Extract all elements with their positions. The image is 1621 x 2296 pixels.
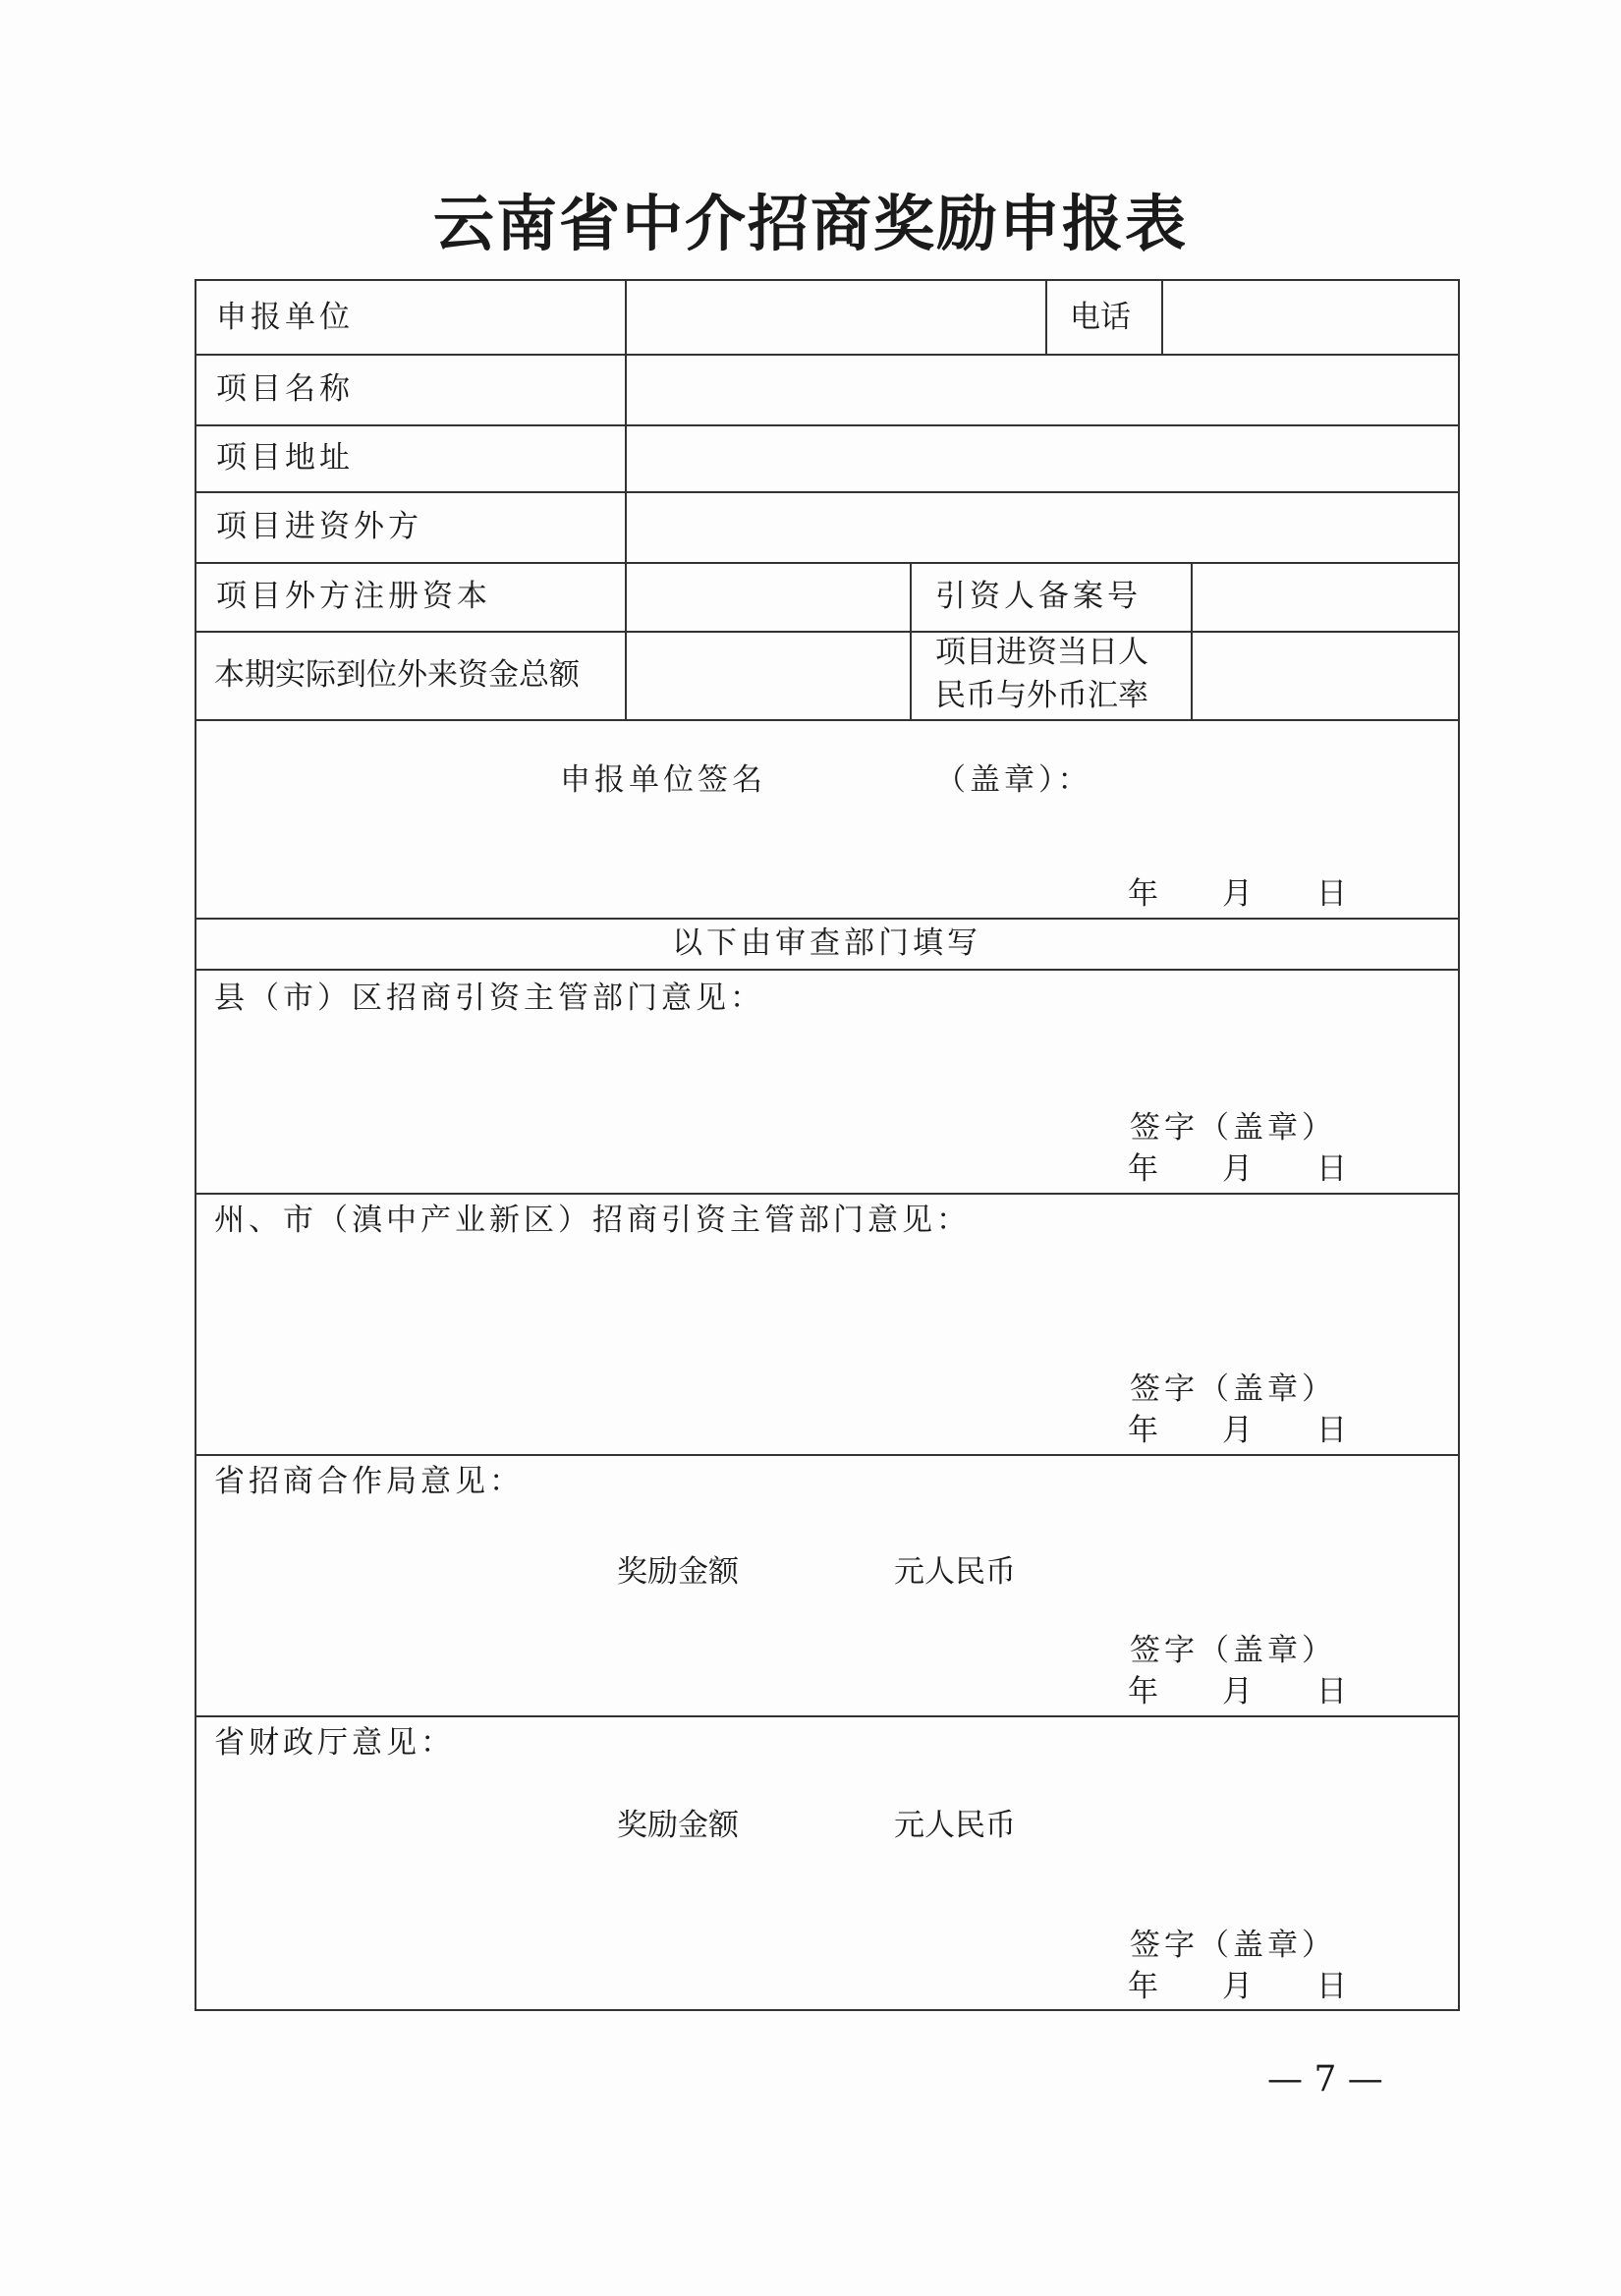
date-year: 年 [1128, 876, 1158, 912]
application-form-table [195, 279, 1460, 2011]
date-day: 日 [1316, 1674, 1347, 1709]
county-opinion-label: 县（市）区招商引资主管部门意见： [214, 980, 764, 1016]
applicant-signature-label: 申报单位签名 [560, 762, 766, 798]
col-divider [1191, 562, 1193, 719]
date-month: 月 [1222, 1151, 1253, 1187]
exchange-rate-label-line1: 项目进资当日人 [935, 635, 1148, 670]
finance-dept-opinion-label: 省财政厅意见： [214, 1725, 455, 1761]
provincial-bureau-sign-label: 签字（盖章） [1130, 1633, 1336, 1668]
row-divider [196, 631, 1458, 633]
form-title: 云南省中介招商奖励申报表 [432, 188, 1188, 259]
row-divider [196, 1193, 1458, 1195]
exchange-rate-label-line2: 民币与外币汇率 [935, 678, 1148, 713]
page-number: — 7 — [1267, 2059, 1383, 2100]
foreign-registered-capital-label: 项目外方注册资本 [216, 579, 491, 614]
row-divider [196, 969, 1458, 971]
reward-amount-label: 奖励金额 [617, 1808, 739, 1843]
date-day: 日 [1316, 1969, 1347, 2004]
date-year: 年 [1128, 1674, 1158, 1709]
finance-dept-sign-label: 签字（盖章） [1130, 1928, 1336, 1963]
row-divider [196, 1715, 1458, 1717]
referrer-record-no-label: 引资人备案号 [935, 579, 1142, 614]
col-divider [1045, 281, 1047, 354]
county-sign-label: 签字（盖章） [1130, 1110, 1336, 1146]
date-month: 月 [1222, 876, 1253, 912]
provincial-bureau-opinion-label: 省招商合作局意见： [214, 1464, 524, 1499]
row-divider [196, 918, 1458, 920]
date-year: 年 [1128, 1151, 1158, 1187]
row-divider [196, 562, 1458, 564]
col-divider [625, 281, 627, 719]
project-name-label: 项目名称 [216, 371, 354, 407]
row-divider [196, 354, 1458, 356]
prefecture-sign-label: 签字（盖章） [1130, 1372, 1336, 1407]
reward-amount-label: 奖励金额 [617, 1554, 739, 1590]
row-divider [196, 491, 1458, 493]
date-month: 月 [1222, 1674, 1253, 1709]
date-year: 年 [1128, 1969, 1158, 2004]
col-divider [910, 562, 912, 719]
reward-unit-label: 元人民币 [894, 1808, 1016, 1843]
date-day: 日 [1316, 1413, 1347, 1448]
col-divider [1161, 281, 1163, 354]
actual-foreign-funds-label: 本期实际到位外来资金总额 [214, 657, 580, 693]
applicant-seal-label: （盖章）： [935, 762, 1092, 798]
reward-unit-label: 元人民币 [894, 1554, 1016, 1590]
date-day: 日 [1316, 876, 1347, 912]
date-day: 日 [1316, 1151, 1347, 1187]
foreign-investor-label: 项目进资外方 [216, 509, 422, 544]
prefecture-opinion-label: 州、市（滇中产业新区）招商引资主管部门意见： [214, 1203, 971, 1238]
date-year: 年 [1128, 1413, 1158, 1448]
row-divider [196, 719, 1458, 721]
date-month: 月 [1222, 1413, 1253, 1448]
row-divider [196, 424, 1458, 426]
project-address-label: 项目地址 [216, 440, 354, 476]
row-divider [196, 1454, 1458, 1456]
review-section-header: 以下由审查部门填写 [672, 925, 981, 961]
date-month: 月 [1222, 1969, 1253, 2004]
phone-label: 电话 [1070, 300, 1131, 335]
applicant-unit-label: 申报单位 [216, 300, 354, 335]
